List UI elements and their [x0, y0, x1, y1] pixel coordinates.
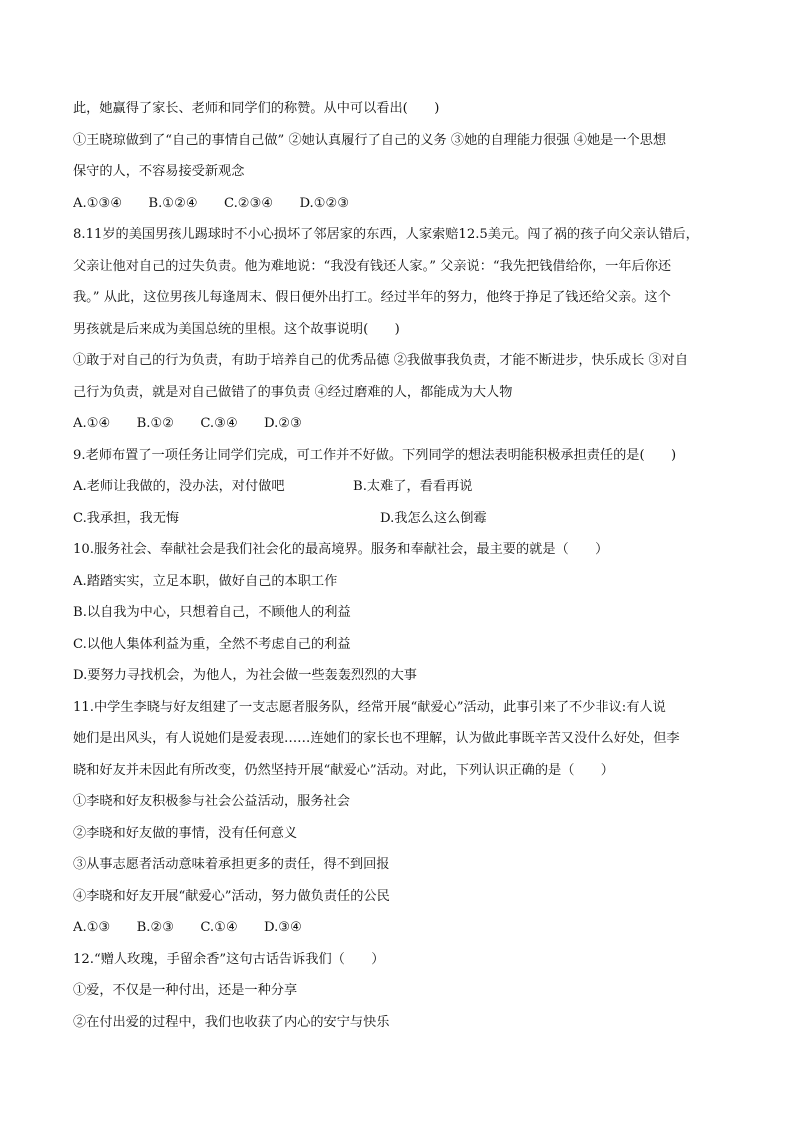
- q9-option-a: A.老师让我做的，没办法，对付做吧: [73, 479, 285, 494]
- q11-stem-line2: 她们是出风头，有人说她们是爱表现……连她们的家长也不理解，认为做此事既辛苦又没什么好处，但李: [73, 731, 680, 746]
- q10-option-b: B.以自我为中心，只想着自己，不顾他人的利益: [73, 605, 351, 620]
- q12-statement-1: ①爱，不仅是一种付出，还是一种分享: [73, 983, 298, 998]
- q10-option-d: D.要努力寻找机会，为他人，为社会做一些轰轰烈烈的大事: [73, 668, 417, 683]
- q9-option-c: C.我承担，我无悔: [73, 510, 180, 526]
- q8-option-d: D.②③: [263, 416, 302, 431]
- q8-stem-line1: 8.11岁的美国男孩儿踢球时不小心损坏了邻居家的东西，人家索赔12.5美元。闯了祸的孩子向父亲认错后，: [73, 227, 699, 242]
- q12-statement-2: ②在付出爱的过程中，我们也收获了内心的安宁与快乐: [73, 1014, 390, 1030]
- q7-option-a: A.①③④: [73, 195, 123, 211]
- q8-option-a: A.①④: [73, 416, 111, 431]
- q10-option-a: A.踏踏实实，立足本职，做好自己的本职工作: [73, 573, 338, 589]
- q8-stem-line2: 父亲让他对自己的过失负责。他为难地说：“我没有钱还人家。” 父亲说：“我先把钱借给你，一年后你还: [73, 258, 672, 274]
- q11-option-c: C.①④: [200, 920, 238, 935]
- q8-statements-line2: 己行为负责，就是对自己做错了的事负责 ④经过磨难的人，都能成为大人物: [73, 384, 513, 400]
- q7-statements-line2: 保守的人，不容易接受新观念: [73, 164, 245, 179]
- q7-options: [73, 195, 725, 213]
- exam-page: [73, 100, 725, 1045]
- q9-stem: 9.老师布置了一项任务让同学们完成，可工作并不好做。下列同学的想法表明能积极承担责任的是( ): [73, 447, 677, 463]
- q10-stem: 10.服务社会、奉献社会是我们社会化的最高境界。服务和奉献社会，最主要的就是（ ）: [73, 542, 609, 557]
- q9-options-row2: [73, 510, 725, 528]
- q8-stem-line4: 男孩就是后来成为美国总统的里根。这个故事说明( ): [73, 321, 400, 337]
- q11-option-d: D.③④: [263, 920, 302, 935]
- q11-option-a: A.①③: [73, 920, 111, 935]
- q11-statement-1: ①李晓和好友积极参与社会公益活动，服务社会: [73, 794, 350, 809]
- q11-stem-line3: 晓和好友并未因此有所改变，仍然坚持开展“献爱心”活动。对此，下列认识正确的是（ ）: [73, 762, 614, 778]
- q11-statement-3: ③从事志愿者活动意味着承担更多的责任，得不到回报: [73, 857, 390, 872]
- q11-options: [73, 919, 725, 937]
- q11-option-b: B.②③: [136, 920, 175, 935]
- q8-options: [73, 415, 725, 433]
- q12-stem: 12.“赠人玫瑰，手留余香”这句古话告诉我们（ ）: [73, 951, 385, 967]
- q9-option-d: D.我怎么这么倒霉: [380, 510, 487, 526]
- q7-statements-line1: ①王晓琼做到了“自己的事情自己做” ②她认真履行了自己的义务 ③她的自理能力很强 ④她是一个思想: [73, 132, 667, 148]
- q9-option-b: B.太难了，看看再说: [353, 479, 473, 494]
- q11-stem-line1: 11.中学生李晓与好友组建了一支志愿者服务队，经常开展“献爱心”活动，此事引来了不少非议:有人说: [73, 699, 666, 715]
- q8-statements-line1: ①敢于对自己的行为负责，有助于培养自己的优秀品德 ②我做事我负责，才能不断进步，快乐成长 ③对自: [73, 353, 689, 368]
- q7-option-d: D.①②③: [299, 195, 350, 211]
- q11-statement-2: ②李晓和好友做的事情，没有任何意义: [73, 825, 298, 841]
- q7-option-b: B.①②④: [148, 195, 198, 211]
- q9-options-row1: [73, 478, 725, 496]
- q8-option-b: B.①②: [136, 416, 175, 431]
- q10-option-c: C.以他人集体利益为重，全然不考虑自己的利益: [73, 636, 351, 652]
- q7-option-c: C.②③④: [223, 195, 274, 211]
- q8-stem-line3: 我。” 从此，这位男孩儿每逢周末、假日便外出打工。经过半年的努力，他终于挣足了钱还给父亲。这个: [73, 290, 671, 305]
- q11-statement-4: ④李晓和好友开展“献爱心”活动，努力做负责任的公民: [73, 888, 390, 904]
- q7-stem-tail: 此，她赢得了家长、老师和同学们的称赞。从中可以看出( ): [73, 101, 440, 116]
- q8-option-c: C.③④: [200, 416, 238, 431]
